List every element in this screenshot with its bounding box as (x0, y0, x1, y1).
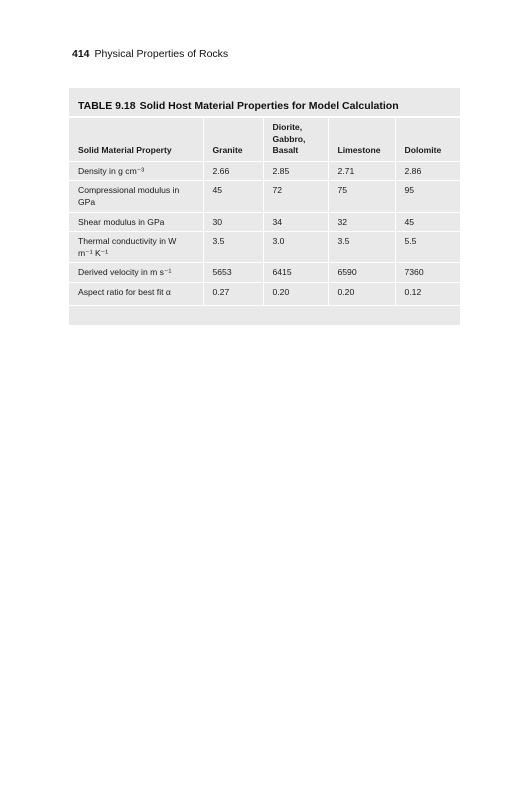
property-cell: Aspect ratio for best fit α (69, 282, 203, 305)
column-header: Dolomite (395, 117, 460, 161)
limestone-cell: 3.5 (328, 232, 395, 263)
granite-cell: 2.66 (203, 161, 263, 181)
table-row (69, 263, 460, 283)
page-number: 414 (72, 48, 90, 60)
table-caption (78, 100, 399, 112)
table-row (69, 282, 460, 305)
limestone-cell: 6590 (328, 263, 395, 283)
table-row (69, 181, 460, 212)
basalt-cell: 34 (263, 212, 328, 232)
table-row (69, 232, 460, 263)
granite-cell: 3.5 (203, 232, 263, 263)
table-container (69, 88, 460, 325)
granite-cell: 45 (203, 181, 263, 212)
property-cell: Derived velocity in m s⁻¹ (69, 263, 203, 283)
limestone-cell: 32 (328, 212, 395, 232)
table-row (69, 212, 460, 232)
properties-table (69, 116, 460, 306)
column-header: Granite (203, 117, 263, 161)
table-header-row (69, 117, 460, 161)
basalt-cell: 72 (263, 181, 328, 212)
dolomite-cell: 0.12 (395, 282, 460, 305)
basalt-cell: 3.0 (263, 232, 328, 263)
granite-cell: 30 (203, 212, 263, 232)
running-head (72, 48, 228, 60)
table-label: TABLE 9.18 (78, 100, 136, 112)
granite-cell: 0.27 (203, 282, 263, 305)
dolomite-cell: 95 (395, 181, 460, 212)
property-cell (69, 232, 203, 263)
limestone-cell: 2.71 (328, 161, 395, 181)
dolomite-cell: 2.86 (395, 161, 460, 181)
table-title: Solid Host Material Properties for Model Calculation (139, 100, 399, 112)
running-title: Physical Properties of Rocks (94, 48, 229, 60)
dolomite-cell: 5.5 (395, 232, 460, 263)
granite-cell: 5653 (203, 263, 263, 283)
basalt-cell: 0.20 (263, 282, 328, 305)
column-header: Solid Material Property (69, 117, 203, 161)
basalt-cell: 6415 (263, 263, 328, 283)
table-row (69, 161, 460, 181)
limestone-cell: 0.20 (328, 282, 395, 305)
dolomite-cell: 7360 (395, 263, 460, 283)
basalt-cell: 2.85 (263, 161, 328, 181)
property-cell: Shear modulus in GPa (69, 212, 203, 232)
column-header-text: Diorite, Gabbro, Basalt (272, 122, 306, 156)
limestone-cell: 75 (328, 181, 395, 212)
property-cell: Density in g cm⁻³ (69, 161, 203, 181)
column-header (263, 117, 328, 161)
property-text: Thermal conductivity in W m⁻¹ K⁻¹ (78, 236, 177, 258)
dolomite-cell: 45 (395, 212, 460, 232)
property-cell (69, 181, 203, 212)
property-text: Compressional modulus in GPa (78, 185, 180, 207)
column-header: Limestone (328, 117, 395, 161)
